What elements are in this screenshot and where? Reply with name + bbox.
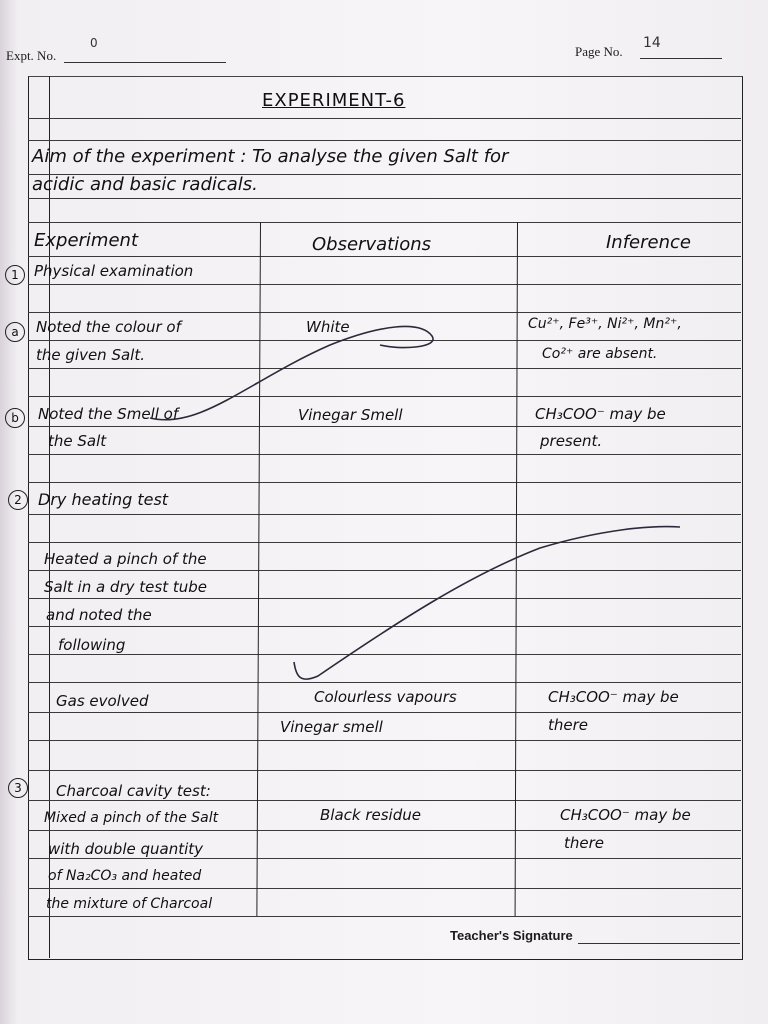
row3-experiment-line2: Mixed a pinch of the Salt <box>44 810 219 826</box>
row3-experiment-line4: of Na₂CO₃ and heated <box>48 868 202 884</box>
step-number-3: 3 <box>8 778 28 798</box>
row3-observation: Black residue <box>320 806 421 824</box>
row1b-experiment-line1: Noted the Smell of <box>38 405 179 423</box>
row3-experiment-line3: with double quantity <box>48 840 204 858</box>
row3-inference-line1: CH₃COO⁻ may be <box>560 806 691 824</box>
row1b-inference-line2: present. <box>540 432 603 450</box>
row1a-inference-line2: Co²⁺ are absent. <box>542 346 658 362</box>
row1a-experiment-line2: the given Salt. <box>36 346 145 364</box>
row2-inference-line2: there <box>548 716 589 734</box>
step-number-2: 2 <box>8 490 28 510</box>
row1a-observation: White <box>306 318 350 336</box>
aim-line-1: Aim of the experiment : To analyse the given Salt for <box>32 146 509 167</box>
experiment-title: EXPERIMENT-6 <box>262 90 406 111</box>
aim-line-2: acidic and basic radicals. <box>32 174 258 195</box>
check-mark-2 <box>294 527 680 680</box>
row3-inference-line2: there <box>564 834 605 852</box>
expt-no-value: 0 <box>90 36 98 50</box>
row1-experiment: Physical examination <box>34 262 194 280</box>
step-number-1: 1 <box>5 265 25 285</box>
row2-observation-line1: Colourless vapours <box>314 688 457 706</box>
teacher-signature-label: Teacher's Signature <box>450 928 573 943</box>
row1a-experiment-line1: Noted the colour of <box>36 318 181 336</box>
row2-description-line1: Heated a pinch of the <box>44 550 207 568</box>
row3-experiment-line1: Charcoal cavity test: <box>56 782 211 800</box>
check-mark-1 <box>150 326 433 419</box>
row1a-inference-line1: Cu²⁺, Fe³⁺, Ni²⁺, Mn²⁺, <box>528 316 682 332</box>
page-no-label: Page No. <box>575 44 623 59</box>
row2-description-line2: Salt in a dry test tube <box>44 578 207 596</box>
step-letter-b: b <box>5 408 25 428</box>
row1b-experiment-line2: the Salt <box>48 432 107 450</box>
column-header-observations: Observations <box>312 234 431 255</box>
teacher-signature-line <box>578 943 740 944</box>
column-header-experiment: Experiment <box>34 230 139 251</box>
page-no-value: 14 <box>643 35 661 51</box>
row2-description-line4: following <box>58 636 126 654</box>
column-header-inference: Inference <box>606 232 691 253</box>
row2-description-line3: and noted the <box>46 606 152 624</box>
row2-observation-line2: Vinegar smell <box>280 718 383 736</box>
row1b-observation: Vinegar Smell <box>298 406 403 424</box>
expt-no-label: Expt. No. <box>6 48 57 63</box>
row2-experiment: Dry heating test <box>38 490 169 509</box>
row1b-inference-line1: CH₃COO⁻ may be <box>535 405 666 423</box>
row3-experiment-line5: the mixture of Charcoal <box>46 896 213 912</box>
row2-gas-evolved: Gas evolved <box>56 692 149 710</box>
row2-inference-line1: CH₃COO⁻ may be <box>548 688 679 706</box>
step-letter-a: a <box>5 322 25 342</box>
